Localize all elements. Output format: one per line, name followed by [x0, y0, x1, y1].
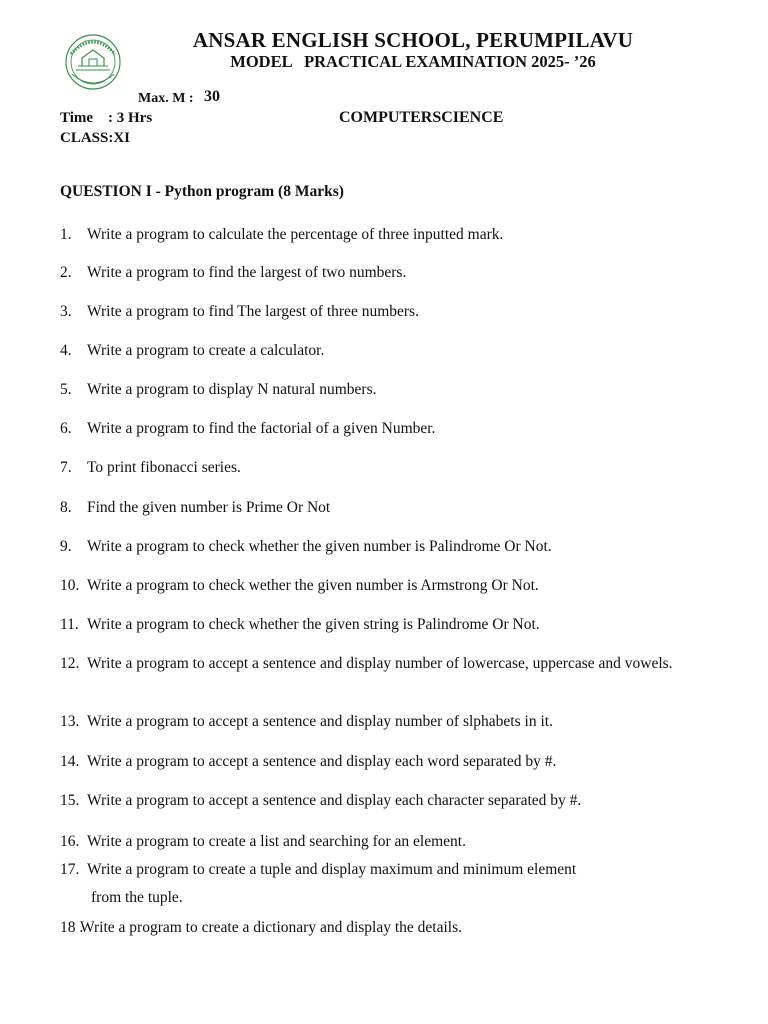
question-text: Write a program to accept a sentence and display number of slphabets in it. [87, 713, 553, 730]
question-number: 18 . [60, 919, 84, 936]
question-number: 4. [60, 342, 72, 359]
question-text: Write a program to check whether the given string is Palindrome Or Not. [87, 616, 540, 633]
question-number: 16. [60, 833, 80, 850]
question-number: 17. [60, 861, 80, 878]
question-number: 9. [60, 538, 72, 555]
question-text: Write a program to create a calculator. [87, 342, 325, 359]
question-number: 11. [60, 616, 79, 633]
question-text: Write a program to create a list and searching for an element. [87, 833, 466, 850]
question-text: Write a program to check wether the given number is Armstrong Or Not. [87, 577, 539, 594]
question-number: 14. [60, 753, 80, 770]
question-number: 5. [60, 381, 72, 398]
max-marks-label: Max. M : [138, 91, 194, 106]
question-continuation: from the tuple. [91, 889, 183, 906]
question-number: 3. [60, 303, 72, 320]
question-number: 15. [60, 792, 80, 809]
question-number: 8. [60, 499, 72, 516]
subject-title: COMPUTERSCIENCE [339, 109, 504, 126]
question-text: Write a program to accept a sentence and display each character separated by #. [87, 792, 582, 809]
question-number: 12. [60, 655, 80, 672]
question-number: 10. [60, 577, 80, 594]
question-text: Write a program to find the largest of two numbers. [87, 264, 407, 281]
question-number: 7. [60, 459, 72, 476]
question-number: 2. [60, 264, 72, 281]
question-text: To print fibonacci series. [87, 459, 241, 476]
question-text: Write a program to create a tuple and display maximum and minimum element [87, 861, 577, 878]
question-text: Write a program to create a dictionary and display the details. [80, 919, 462, 936]
class-label: CLASS:XI [60, 130, 131, 146]
question-text: Write a program to accept a sentence and display each word separated by #. [87, 753, 557, 770]
question-text: Write a program to calculate the percentage of three inputted mark. [87, 226, 504, 243]
question-text: Write a program to find The largest of three numbers. [87, 303, 419, 320]
max-marks-value: 30 [204, 88, 220, 105]
question-text: Write a program to accept a sentence and display number of lowercase, uppercase and vowels. [87, 655, 673, 672]
exam-time: Time : 3 Hrs [60, 110, 153, 126]
question-text: Find the given number is Prime Or Not [87, 499, 331, 516]
section-title: QUESTION I - Python program (8 Marks) [60, 183, 344, 200]
school-name: ANSAR ENGLISH SCHOOL, PERUMPILAVU [192, 28, 634, 52]
question-text: Write a program to check whether the given number is Palindrome Or Not. [87, 538, 552, 555]
question-number: 1. [60, 226, 72, 243]
exam-name: MODEL PRACTICAL EXAMINATION 2025- ’26 [230, 52, 596, 71]
question-text: Write a program to find the factorial of a given Number. [87, 420, 436, 437]
question-text: Write a program to display N natural numbers. [87, 381, 377, 398]
question-number: 13. [60, 713, 80, 730]
question-number: 6. [60, 420, 72, 437]
